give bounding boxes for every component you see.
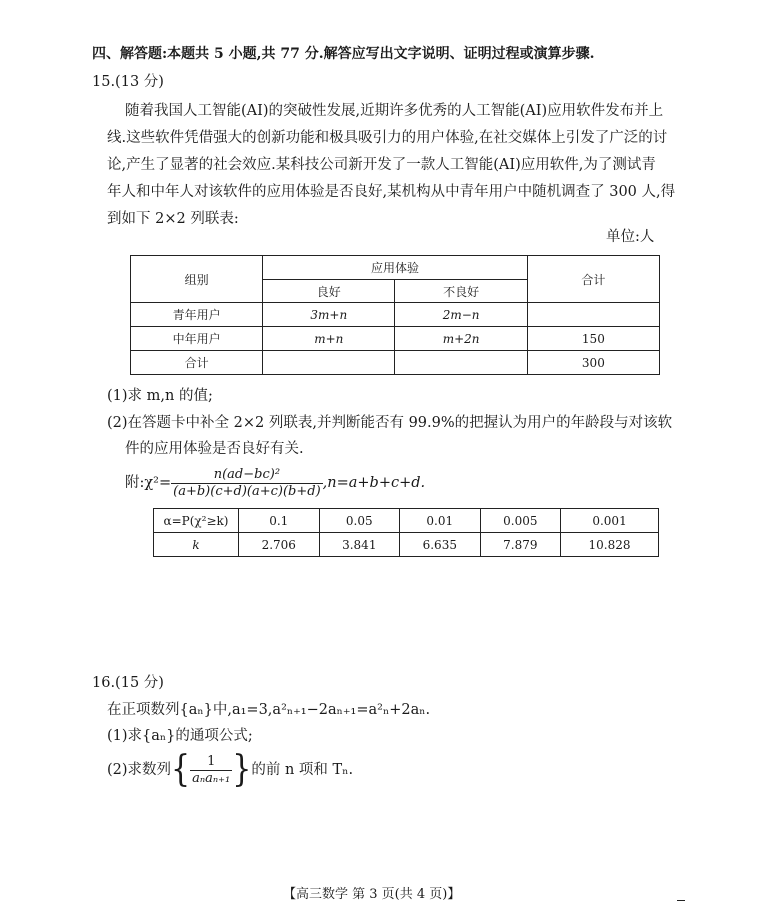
- left-brace-icon: {: [171, 748, 191, 791]
- table-row: [131, 303, 660, 327]
- formula: [125, 463, 425, 503]
- q16-fraction: [190, 754, 232, 787]
- cell-good: m+n: [263, 327, 395, 351]
- row-label: 青年用户: [131, 303, 263, 327]
- q15-para-line-5: 到如下 2×2 列联表:: [107, 211, 239, 227]
- th-good: 良好: [263, 280, 395, 303]
- right-brace-icon: }: [232, 748, 252, 791]
- cell-bad: 2m−n: [395, 303, 527, 327]
- alpha-cell: 0.1: [239, 509, 320, 533]
- corner-mark: [677, 900, 685, 901]
- k-cell: 2.706: [239, 533, 320, 557]
- table-row: [154, 533, 659, 557]
- th-bad: 不良好: [395, 280, 527, 303]
- cell-bad: m+2n: [395, 327, 527, 351]
- cell-total: [527, 303, 659, 327]
- th-alpha: α=P(χ²≥k): [154, 509, 239, 533]
- q15-para-line-3: 论,产生了显著的社会效应.某科技公司新开发了一款人工智能(AI)应用软件,为了测试青: [107, 157, 656, 173]
- q15-para-line-2: 线.这些软件凭借强大的创新功能和极具吸引力的用户体验,在社交媒体上引发了广泛的讨: [107, 130, 668, 146]
- alpha-cell: 0.005: [480, 509, 561, 533]
- k-cell: 7.879: [480, 533, 561, 557]
- q15-sub1: (1)求 m,n 的值;: [107, 388, 213, 404]
- q16-stem: 在正项数列{aₙ}中,a₁=3,a²ₙ₊₁−2aₙ₊₁=a²ₙ+2aₙ.: [107, 702, 431, 718]
- alpha-cell: 0.05: [319, 509, 400, 533]
- q15-para-line-4: 年人和中年人对该软件的应用体验是否良好,某机构从中青年用户中随机调查了 300 人,得: [107, 184, 676, 200]
- cell-total: 300: [527, 351, 659, 375]
- formula-fraction: [171, 467, 323, 500]
- table-row: [154, 509, 659, 533]
- q16-sub2: [107, 750, 353, 790]
- critical-value-table: [153, 508, 659, 557]
- q16-sub2-prefix: (2)求数列: [107, 762, 172, 778]
- formula-numerator: n(ad−bc)²: [171, 467, 323, 484]
- cell-good: [263, 351, 395, 375]
- k-cell: 6.635: [400, 533, 481, 557]
- q15-sub2-line-1: (2)在答题卡中补全 2×2 列联表,并判断能否有 99.9%的把握认为用户的年龄段与对该软: [107, 415, 673, 431]
- row-label: 合计: [131, 351, 263, 375]
- formula-suffix: ,n=a+b+c+d.: [322, 475, 426, 491]
- alpha-cell: 0.01: [400, 509, 481, 533]
- formula-denominator: (a+b)(c+d)(a+c)(b+d): [173, 483, 321, 499]
- q15-sub2-line-2: 件的应用体验是否良好有关.: [125, 441, 304, 457]
- k-cell: 10.828: [561, 533, 659, 557]
- k-cell: 3.841: [319, 533, 400, 557]
- q16-number: 16.(15 分): [92, 675, 164, 691]
- th-experience: 应用体验: [263, 256, 528, 280]
- contingency-table: [130, 255, 660, 375]
- section-header: 四、解答题:本题共 5 小题,共 77 分.解答应写出文字说明、证明过程或演算步骤.: [92, 46, 595, 62]
- cell-good: 3m+n: [263, 303, 395, 327]
- alpha-cell: 0.001: [561, 509, 659, 533]
- row-label: 中年用户: [131, 327, 263, 351]
- page-footer: 【高三数学 第 3 页(共 4 页)】: [283, 887, 461, 902]
- table-row: [131, 327, 660, 351]
- unit-label: 单位:人: [606, 229, 655, 245]
- q16-sub1: (1)求{aₙ}的通项公式;: [107, 728, 253, 744]
- q16-numerator: 1: [190, 754, 232, 771]
- th-group: 组别: [131, 256, 263, 303]
- table-row: [131, 351, 660, 375]
- th-k: k: [154, 533, 239, 557]
- q16-sub2-suffix: 的前 n 项和 Tₙ.: [251, 762, 354, 778]
- formula-prefix: 附:χ²=: [125, 475, 172, 491]
- th-total: 合计: [527, 256, 659, 303]
- q15-para-line-1: 随着我国人工智能(AI)的突破性发展,近期许多优秀的人工智能(AI)应用软件发布并上: [125, 103, 664, 119]
- cell-total: 150: [527, 327, 659, 351]
- cell-bad: [395, 351, 527, 375]
- q15-number: 15.(13 分): [92, 74, 164, 90]
- q16-denominator: aₙaₙ₊₁: [192, 770, 231, 786]
